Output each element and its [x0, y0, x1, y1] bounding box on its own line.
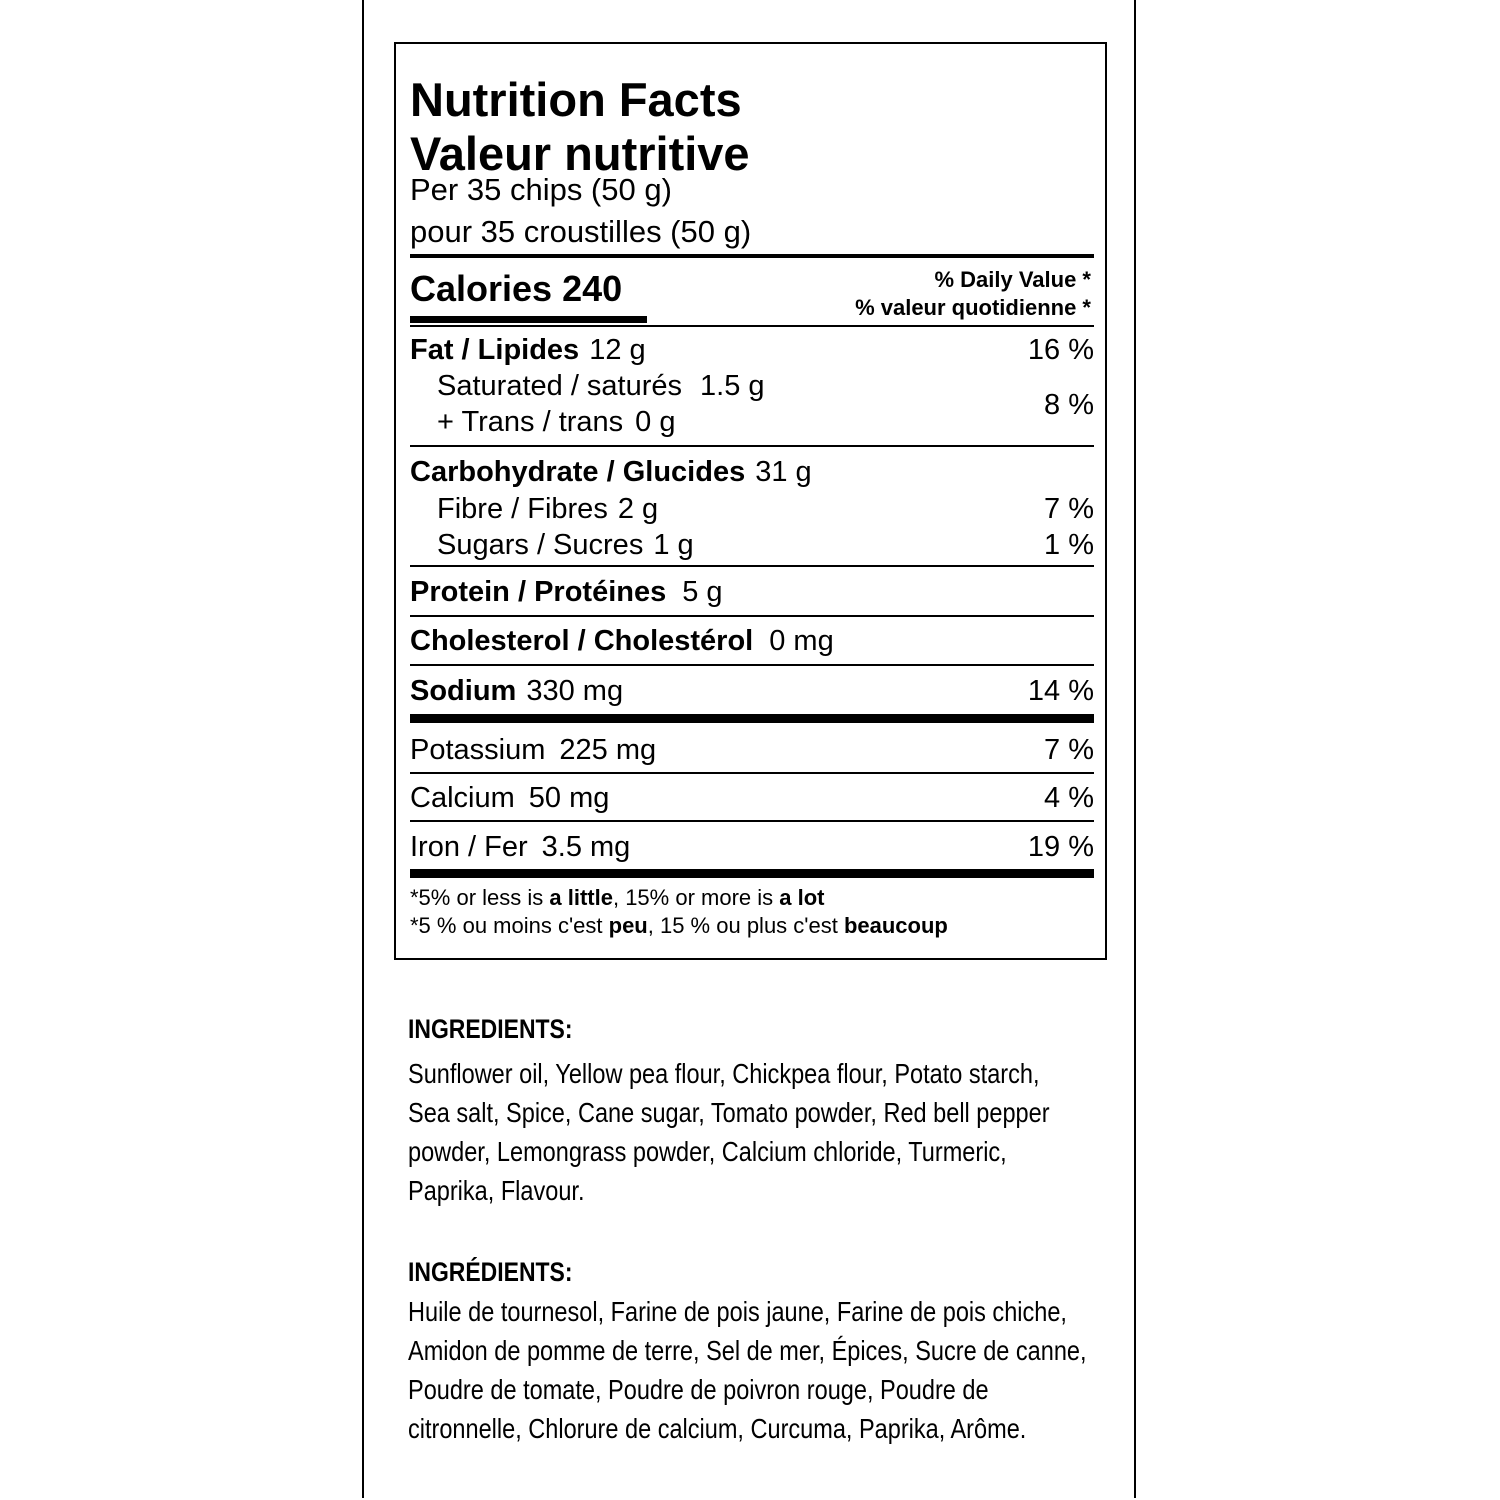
ingredients-fr-line: Amidon de pomme de terre, Sel de mer, Épices, Sucre de canne,	[408, 1335, 1087, 1366]
carbohydrate-row	[410, 452, 1094, 492]
fibre-dv: 7 %	[1044, 493, 1094, 525]
footnote-en	[410, 884, 824, 912]
serving-divider	[410, 254, 1094, 258]
carbohydrate-amount: 31 g	[755, 456, 812, 488]
cholesterol-amount: 0 mg	[769, 625, 834, 657]
saturated-amount: 1.5 g	[700, 370, 765, 402]
footnote-en-bold: a lot	[779, 885, 825, 910]
divider	[410, 820, 1094, 822]
ingredients-fr-line: Huile de tournesol, Farine de pois jaune, Farine de pois chiche,	[408, 1296, 1067, 1327]
calcium-dv: 4 %	[1044, 782, 1094, 814]
iron-dv: 19 %	[1027, 831, 1094, 863]
ingredients-en-line: powder, Lemongrass powder, Calcium chloride, Turmeric,	[408, 1136, 1007, 1167]
calories-value: 240	[562, 268, 623, 309]
calcium-label: Calcium	[410, 782, 515, 814]
footnote-fr-bold: peu	[608, 913, 648, 938]
footnote-en-bold: a little	[549, 885, 613, 910]
divider	[410, 445, 1094, 447]
serving-size-en: Per 35 chips (50 g)	[410, 172, 672, 207]
sugars-label: Sugars / Sucres	[437, 529, 644, 561]
calories	[410, 264, 622, 314]
sodium-label: Sodium	[410, 675, 517, 707]
sugars-dv: 1 %	[1044, 529, 1094, 561]
serving-size-fr: pour 35 croustilles (50 g)	[410, 214, 752, 249]
fibre-label: Fibre / Fibres	[437, 493, 608, 525]
divider	[410, 664, 1094, 666]
nutrition-facts-table	[394, 42, 1107, 960]
fibre-amount: 2 g	[617, 493, 659, 525]
divider	[410, 615, 1094, 617]
daily-value-header-fr: % valeur quotidienne *	[855, 295, 1091, 320]
calories-label: Calories	[410, 268, 553, 309]
fat-row	[410, 330, 1094, 370]
ingredients-en-line: Paprika, Flavour.	[408, 1175, 585, 1206]
ingredients-en-heading: INGREDIENTS:	[408, 1014, 573, 1044]
thick-divider	[410, 869, 1094, 878]
cholesterol-row	[410, 621, 1094, 661]
calcium-row	[410, 778, 1094, 818]
ingredients-en-line: Sunflower oil, Yellow pea flour, Chickpea flour, Potato starch,	[408, 1058, 1040, 1089]
sodium-amount: 330 mg	[526, 675, 624, 707]
title-fr: Valeur nutritive	[410, 127, 750, 180]
carbohydrate-label: Carbohydrate / Glucides	[410, 456, 746, 488]
calories-divider	[410, 325, 1094, 327]
divider	[410, 565, 1094, 567]
ingredients-en-line: Sea salt, Spice, Cane sugar, Tomato powder, Red bell pepper	[408, 1097, 1050, 1128]
footnote-fr	[410, 912, 948, 940]
divider	[410, 772, 1094, 774]
ingredients-fr-line: citronnelle, Chlorure de calcium, Curcuma, Paprika, Arôme.	[408, 1413, 1027, 1444]
footnote-fr-text: , 15 % ou plus c'est	[647, 913, 844, 938]
footnote-fr-bold: beaucoup	[843, 913, 948, 938]
thick-divider	[410, 714, 1094, 723]
iron-amount: 3.5 mg	[541, 831, 631, 863]
trans-row	[410, 402, 1094, 442]
calcium-amount: 50 mg	[528, 782, 610, 814]
fat-amount: 12 g	[589, 334, 646, 366]
potassium-amount: 225 mg	[559, 734, 657, 766]
footnote-fr-text: *5 % ou moins c'est	[410, 913, 609, 938]
footnote-en-text: *5% or less is	[410, 885, 550, 910]
sat-trans-dv: 8 %	[1044, 389, 1094, 421]
saturated-label: Saturated / saturés	[437, 370, 683, 402]
cholesterol-label: Cholesterol / Cholestérol	[410, 625, 754, 657]
footnote-en-text: , 15% or more is	[612, 885, 780, 910]
potassium-dv: 7 %	[1044, 734, 1094, 766]
sugars-amount: 1 g	[653, 529, 694, 561]
fat-dv: 16 %	[1027, 334, 1094, 366]
sodium-row	[410, 671, 1094, 711]
iron-row	[410, 827, 1094, 867]
potassium-row	[410, 730, 1094, 770]
ingredients-fr-line: Poudre de tomate, Poudre de poivron rouge, Poudre de	[408, 1374, 989, 1405]
protein-amount: 5 g	[682, 576, 723, 608]
daily-value-header-en: % Daily Value *	[934, 267, 1091, 292]
trans-amount: 0 g	[635, 406, 676, 438]
sugars-row	[410, 525, 1094, 565]
potassium-label: Potassium	[410, 734, 546, 766]
fat-label: Fat / Lipides	[410, 334, 580, 366]
title-en: Nutrition Facts	[410, 73, 742, 126]
ingredients-fr-heading: INGRÉDIENTS:	[408, 1257, 573, 1287]
sodium-dv: 14 %	[1027, 675, 1094, 707]
fibre-row	[410, 489, 1094, 529]
iron-label: Iron / Fer	[410, 831, 528, 863]
protein-row	[410, 572, 1094, 612]
protein-label: Protein / Protéines	[410, 576, 667, 608]
trans-label: + Trans / trans	[437, 406, 624, 438]
calories-underline	[410, 316, 647, 323]
